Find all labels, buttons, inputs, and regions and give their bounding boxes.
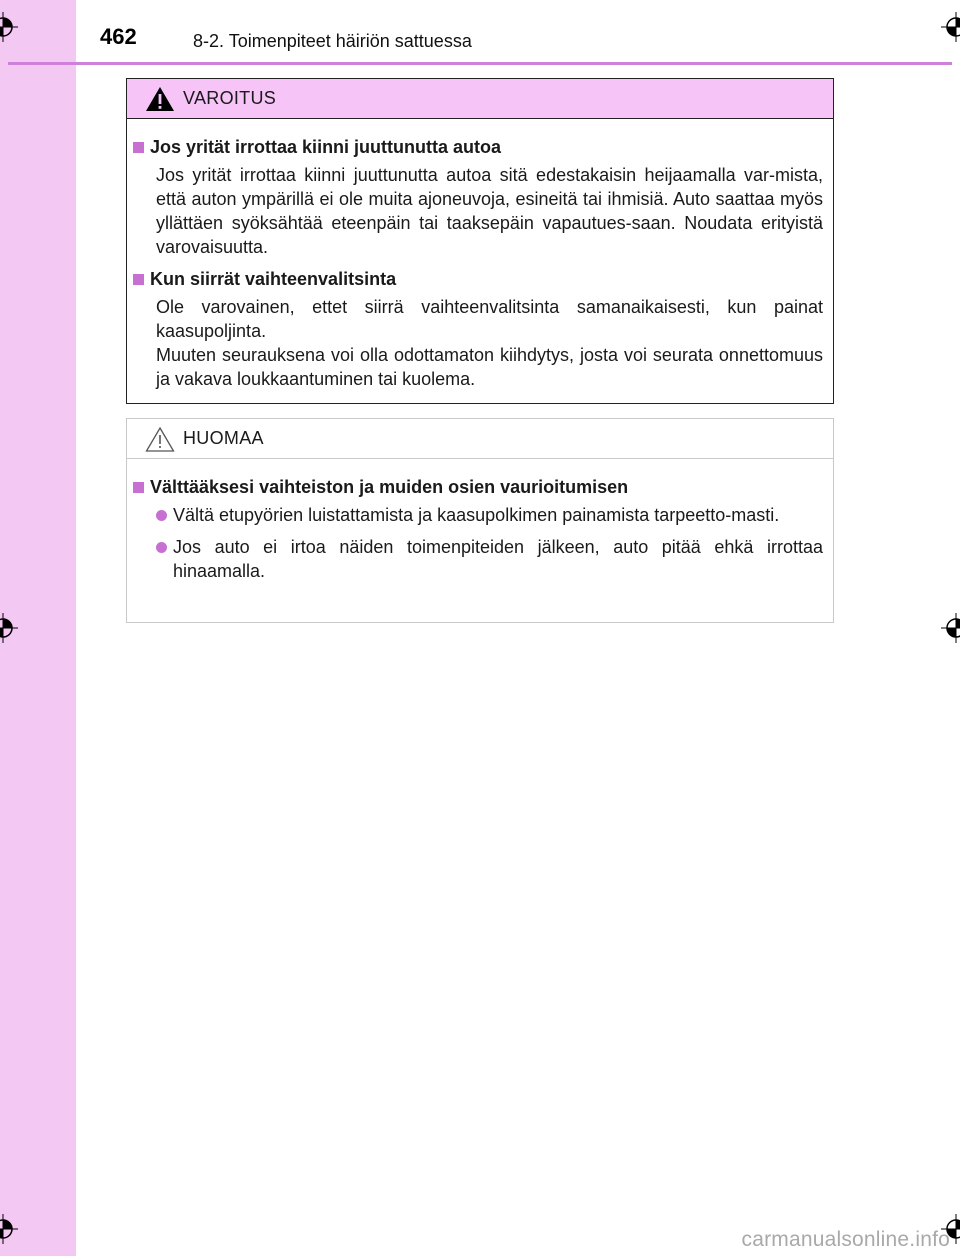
warning-item-heading bbox=[133, 135, 823, 159]
notice-item-heading-text: Välttääksesi vaihteiston ja muiden osien vaurioitumisen bbox=[150, 477, 629, 497]
warning-header bbox=[127, 79, 833, 119]
registration-mark-icon bbox=[0, 1214, 18, 1244]
notice-bullet-text: Jos auto ei irtoa näiden toimenpiteiden jälkeen, auto pitää ehkä irrottaa hinaamalla. bbox=[173, 537, 823, 581]
watermark: carmanualsonline.info bbox=[741, 1228, 950, 1251]
warning-triangle-filled-icon bbox=[145, 86, 175, 112]
warning-box bbox=[126, 78, 834, 404]
warning-paragraph: Ole varovainen, ettet siirrä vaihteenvalitsinta samanaikaisesti, kun painat kaasupoljinta. bbox=[156, 297, 823, 341]
notice-bullet-item bbox=[156, 535, 823, 583]
warning-item-heading-text: Kun siirrät vaihteenvalitsinta bbox=[150, 269, 397, 289]
page-number: 462 bbox=[100, 24, 137, 49]
warning-label: VAROITUS bbox=[183, 88, 277, 108]
warning-paragraph: Jos yrität irrottaa kiinni juuttunutta autoa sitä edestakaisin heijaamalla var-mista, että auton ympärillä ei ole muita ajoneuvoja, esineitä tai ihmisiä. Auto saattaa myös yllättäen syöksähtää eteenpäin tai taaksepäin vapautues-saan. Noudata erityistä varovaisuutta. bbox=[156, 165, 823, 257]
registration-mark-icon bbox=[941, 12, 960, 42]
notice-header bbox=[127, 419, 833, 459]
notice-body bbox=[127, 459, 833, 583]
notice-item-heading bbox=[133, 475, 823, 499]
square-bullet-icon bbox=[133, 482, 144, 493]
header-divider bbox=[8, 62, 952, 65]
registration-mark-icon bbox=[0, 12, 18, 42]
notice-box bbox=[126, 418, 834, 623]
section-title: 8-2. Toimenpiteet häiriön sattuessa bbox=[193, 31, 472, 51]
round-bullet-icon bbox=[156, 542, 167, 553]
warning-item-heading-text: Jos yrität irrottaa kiinni juuttunutta autoa bbox=[150, 137, 502, 157]
registration-mark-icon bbox=[941, 613, 960, 643]
round-bullet-icon bbox=[156, 510, 167, 521]
notice-bullet-text: Vältä etupyörien luistattamista ja kaasupolkimen painamista tarpeetto-masti. bbox=[173, 505, 780, 525]
warning-body bbox=[127, 119, 833, 391]
warning-paragraph: Muuten seurauksena voi olla odottamaton kiihdytys, josta voi seurata onnettomuus ja vakava loukkaantuminen tai kuolema. bbox=[156, 345, 823, 389]
square-bullet-icon bbox=[133, 142, 144, 153]
warning-item-heading bbox=[133, 267, 823, 291]
notice-bullet-item bbox=[156, 503, 823, 527]
registration-mark-icon bbox=[0, 613, 18, 643]
notice-label: HUOMAA bbox=[183, 428, 264, 448]
square-bullet-icon bbox=[133, 274, 144, 285]
warning-triangle-outline-icon bbox=[145, 426, 175, 452]
